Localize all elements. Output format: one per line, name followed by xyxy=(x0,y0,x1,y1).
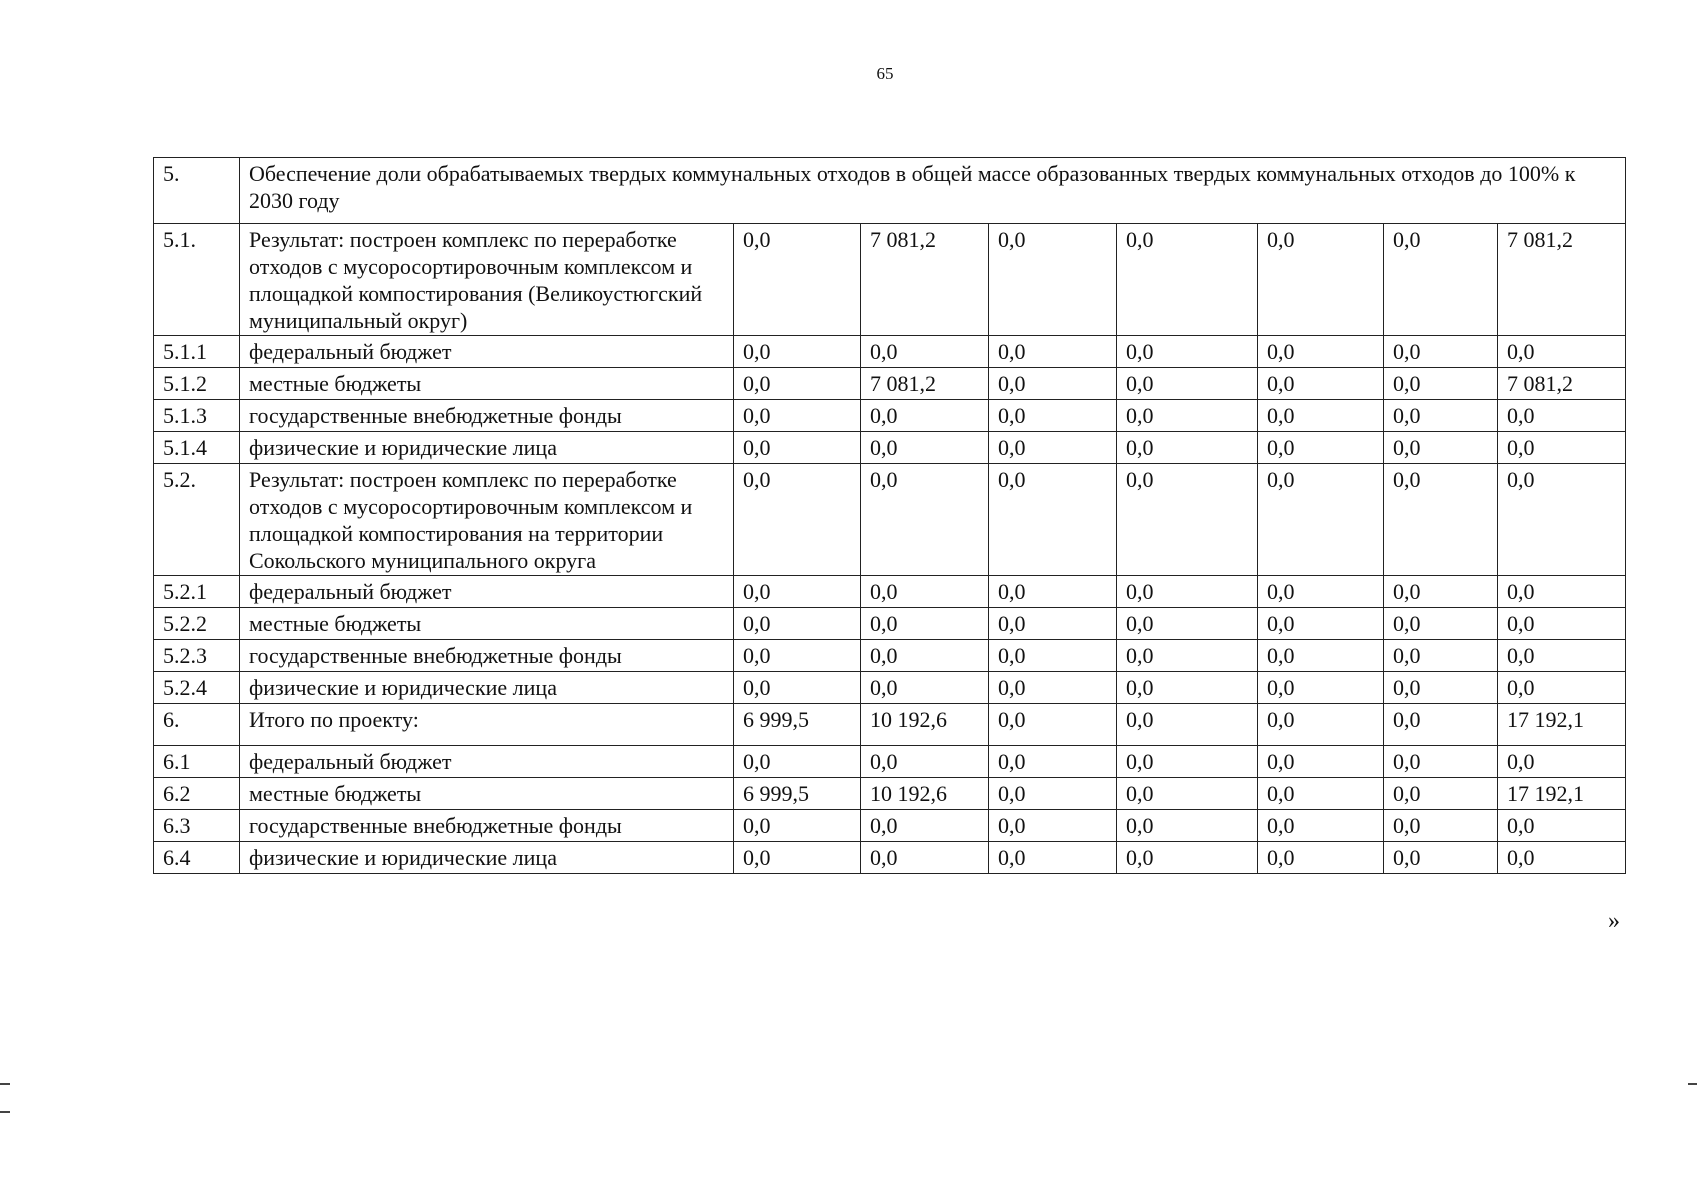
table-row xyxy=(154,778,1626,810)
value-cell: 0,0 xyxy=(861,400,989,432)
table-row xyxy=(154,608,1626,640)
value-cell: 0,0 xyxy=(861,810,989,842)
table-row xyxy=(154,746,1626,778)
row-label: Результат: построен комплекс по переработке отходов с мусоросортировочным комплексом и площадкой компостирования (Великоустюгский муниципальный округ) xyxy=(240,224,734,336)
value-cell: 0,0 xyxy=(861,336,989,368)
row-number: 6.4 xyxy=(154,842,240,874)
table-row xyxy=(154,336,1626,368)
table-row xyxy=(154,368,1626,400)
row-number: 5.1.4 xyxy=(154,432,240,464)
value-cell: 0,0 xyxy=(1117,608,1258,640)
value-cell: 0,0 xyxy=(1117,336,1258,368)
table-row xyxy=(154,810,1626,842)
value-cell: 0,0 xyxy=(1384,640,1498,672)
value-cell: 0,0 xyxy=(861,842,989,874)
section-header-row xyxy=(154,158,1626,224)
row-number: 6.1 xyxy=(154,746,240,778)
row-label: физические и юридические лица xyxy=(240,842,734,874)
value-cell: 0,0 xyxy=(1258,400,1384,432)
value-cell: 0,0 xyxy=(1258,778,1384,810)
value-cell: 0,0 xyxy=(989,672,1117,704)
value-cell: 7 081,2 xyxy=(861,368,989,400)
value-cell: 0,0 xyxy=(1498,576,1626,608)
value-cell: 0,0 xyxy=(1117,810,1258,842)
row-label: федеральный бюджет xyxy=(240,336,734,368)
value-cell: 0,0 xyxy=(1384,842,1498,874)
page-number: 65 xyxy=(876,64,894,83)
row-label: физические и юридические лица xyxy=(240,672,734,704)
value-cell: 0,0 xyxy=(1117,224,1258,336)
section-number: 5. xyxy=(154,158,240,224)
value-cell: 0,0 xyxy=(1384,672,1498,704)
value-cell: 17 192,1 xyxy=(1498,704,1626,746)
value-cell: 0,0 xyxy=(861,432,989,464)
row-number: 5.1.2 xyxy=(154,368,240,400)
value-cell: 0,0 xyxy=(734,810,861,842)
row-number: 6.2 xyxy=(154,778,240,810)
value-cell: 0,0 xyxy=(1498,400,1626,432)
table-row xyxy=(154,672,1626,704)
value-cell: 0,0 xyxy=(861,576,989,608)
value-cell: 0,0 xyxy=(734,746,861,778)
value-cell: 0,0 xyxy=(861,640,989,672)
value-cell: 0,0 xyxy=(1498,608,1626,640)
row-label: государственные внебюджетные фонды xyxy=(240,400,734,432)
value-cell: 0,0 xyxy=(861,746,989,778)
budget-table-body xyxy=(154,158,1626,874)
value-cell: 0,0 xyxy=(989,224,1117,336)
value-cell: 0,0 xyxy=(1258,746,1384,778)
row-label: Итого по проекту: xyxy=(240,704,734,746)
value-cell: 0,0 xyxy=(1384,336,1498,368)
table-row xyxy=(154,640,1626,672)
value-cell: 0,0 xyxy=(1384,464,1498,576)
value-cell: 0,0 xyxy=(989,576,1117,608)
value-cell: 0,0 xyxy=(734,432,861,464)
table-row xyxy=(154,224,1626,336)
value-cell: 0,0 xyxy=(989,842,1117,874)
value-cell: 0,0 xyxy=(1384,704,1498,746)
table-row xyxy=(154,842,1626,874)
section-title: Обеспечение доли обрабатываемых твердых коммунальных отходов в общей массе образованных твердых коммунальных отходов до 100% к 2030 году xyxy=(240,158,1626,224)
row-label: государственные внебюджетные фонды xyxy=(240,810,734,842)
row-label: федеральный бюджет xyxy=(240,746,734,778)
value-cell: 0,0 xyxy=(1258,672,1384,704)
value-cell: 0,0 xyxy=(1117,746,1258,778)
table-row xyxy=(154,432,1626,464)
value-cell: 7 081,2 xyxy=(861,224,989,336)
value-cell: 0,0 xyxy=(1384,778,1498,810)
value-cell: 0,0 xyxy=(1258,224,1384,336)
value-cell: 0,0 xyxy=(989,778,1117,810)
value-cell: 7 081,2 xyxy=(1498,224,1626,336)
row-number: 5.2. xyxy=(154,464,240,576)
value-cell: 0,0 xyxy=(989,432,1117,464)
row-number: 5.1.1 xyxy=(154,336,240,368)
closing-quote: » xyxy=(1608,908,1620,934)
row-label: местные бюджеты xyxy=(240,778,734,810)
value-cell: 10 192,6 xyxy=(861,778,989,810)
value-cell: 10 192,6 xyxy=(861,704,989,746)
value-cell: 0,0 xyxy=(1117,368,1258,400)
row-number: 5.2.4 xyxy=(154,672,240,704)
value-cell: 0,0 xyxy=(734,672,861,704)
row-label: государственные внебюджетные фонды xyxy=(240,640,734,672)
value-cell: 0,0 xyxy=(1117,672,1258,704)
value-cell: 0,0 xyxy=(861,672,989,704)
value-cell: 0,0 xyxy=(1498,336,1626,368)
value-cell: 0,0 xyxy=(734,576,861,608)
table-row xyxy=(154,400,1626,432)
value-cell: 0,0 xyxy=(989,640,1117,672)
value-cell: 6 999,5 xyxy=(734,704,861,746)
value-cell: 0,0 xyxy=(1117,842,1258,874)
value-cell: 0,0 xyxy=(1258,336,1384,368)
row-number: 5.2.2 xyxy=(154,608,240,640)
value-cell: 0,0 xyxy=(734,640,861,672)
row-label: местные бюджеты xyxy=(240,608,734,640)
value-cell: 0,0 xyxy=(1117,778,1258,810)
row-label: Результат: построен комплекс по переработке отходов с мусоросортировочным комплексом и площадкой компостирования на территории Сокольского муниципального округа xyxy=(240,464,734,576)
value-cell: 0,0 xyxy=(734,368,861,400)
value-cell: 0,0 xyxy=(1498,746,1626,778)
value-cell: 0,0 xyxy=(1258,810,1384,842)
value-cell: 0,0 xyxy=(861,608,989,640)
value-cell: 0,0 xyxy=(1258,608,1384,640)
scan-mark xyxy=(0,1111,10,1113)
row-number: 6. xyxy=(154,704,240,746)
value-cell: 0,0 xyxy=(1384,746,1498,778)
value-cell: 0,0 xyxy=(989,608,1117,640)
row-number: 5.2.3 xyxy=(154,640,240,672)
value-cell: 0,0 xyxy=(989,336,1117,368)
value-cell: 0,0 xyxy=(1498,842,1626,874)
value-cell: 0,0 xyxy=(989,368,1117,400)
value-cell: 17 192,1 xyxy=(1498,778,1626,810)
value-cell: 0,0 xyxy=(734,400,861,432)
value-cell: 0,0 xyxy=(989,400,1117,432)
row-number: 6.3 xyxy=(154,810,240,842)
table-row xyxy=(154,704,1626,746)
value-cell: 0,0 xyxy=(1258,842,1384,874)
value-cell: 0,0 xyxy=(1384,224,1498,336)
value-cell: 0,0 xyxy=(989,746,1117,778)
value-cell: 0,0 xyxy=(1117,432,1258,464)
value-cell: 0,0 xyxy=(1117,576,1258,608)
row-number: 5.1. xyxy=(154,224,240,336)
value-cell: 0,0 xyxy=(1498,432,1626,464)
value-cell: 0,0 xyxy=(1384,608,1498,640)
scan-mark xyxy=(0,1083,10,1085)
value-cell: 0,0 xyxy=(1258,464,1384,576)
value-cell: 0,0 xyxy=(1117,400,1258,432)
value-cell: 0,0 xyxy=(1498,810,1626,842)
value-cell: 0,0 xyxy=(734,608,861,640)
budget-table xyxy=(153,157,1626,874)
value-cell: 0,0 xyxy=(1117,464,1258,576)
table-row xyxy=(154,464,1626,576)
value-cell: 0,0 xyxy=(1258,368,1384,400)
value-cell: 0,0 xyxy=(989,464,1117,576)
value-cell: 6 999,5 xyxy=(734,778,861,810)
value-cell: 7 081,2 xyxy=(1498,368,1626,400)
row-label: физические и юридические лица xyxy=(240,432,734,464)
value-cell: 0,0 xyxy=(1258,576,1384,608)
value-cell: 0,0 xyxy=(734,224,861,336)
value-cell: 0,0 xyxy=(1117,704,1258,746)
value-cell: 0,0 xyxy=(734,464,861,576)
value-cell: 0,0 xyxy=(861,464,989,576)
value-cell: 0,0 xyxy=(989,704,1117,746)
value-cell: 0,0 xyxy=(1384,576,1498,608)
row-label: местные бюджеты xyxy=(240,368,734,400)
row-number: 5.2.1 xyxy=(154,576,240,608)
value-cell: 0,0 xyxy=(1384,368,1498,400)
value-cell: 0,0 xyxy=(1384,810,1498,842)
value-cell: 0,0 xyxy=(1117,640,1258,672)
value-cell: 0,0 xyxy=(1258,640,1384,672)
value-cell: 0,0 xyxy=(1258,704,1384,746)
value-cell: 0,0 xyxy=(1498,464,1626,576)
scan-mark xyxy=(1688,1083,1697,1085)
row-number: 5.1.3 xyxy=(154,400,240,432)
value-cell: 0,0 xyxy=(734,842,861,874)
value-cell: 0,0 xyxy=(1384,400,1498,432)
table-row xyxy=(154,576,1626,608)
value-cell: 0,0 xyxy=(1498,672,1626,704)
row-label: федеральный бюджет xyxy=(240,576,734,608)
value-cell: 0,0 xyxy=(734,336,861,368)
value-cell: 0,0 xyxy=(1258,432,1384,464)
value-cell: 0,0 xyxy=(1498,640,1626,672)
value-cell: 0,0 xyxy=(1384,432,1498,464)
value-cell: 0,0 xyxy=(989,810,1117,842)
